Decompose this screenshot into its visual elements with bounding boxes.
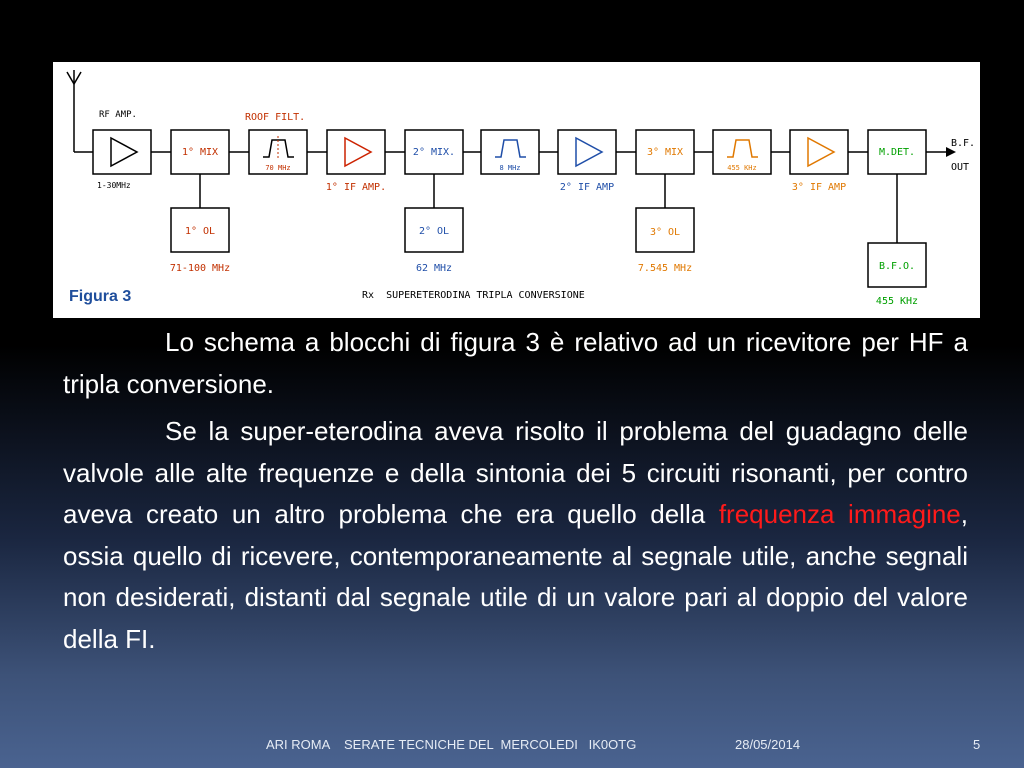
antenna-icon <box>67 70 81 152</box>
filter-8mhz-freq: 8 MHz <box>499 164 521 172</box>
if-amp1-block <box>326 130 386 193</box>
filter-8mhz-block <box>481 130 539 174</box>
ol1-freq: 71-100 MHz <box>169 263 231 274</box>
mdet-label: M.DET. <box>878 147 916 158</box>
ol3-freq: 7.545 MHz <box>637 263 693 274</box>
block-diagram <box>53 62 980 318</box>
bfo-label: B.F.O. <box>878 261 916 272</box>
if-amp2-label: 2° IF AMP <box>559 182 615 193</box>
if-amp2-block <box>558 130 616 193</box>
footer-date: 28/05/2014 <box>735 737 801 752</box>
diagram-caption: Rx SUPERETERODINA TRIPLA CONVERSIONE <box>362 290 585 301</box>
mix3-block <box>636 130 694 208</box>
paragraph-1: Lo schema a blocchi di figura 3 è relativo ad un ricevitore per HF a tripla conversione. <box>63 327 968 399</box>
mix3-label: 3° MIX <box>646 147 684 158</box>
ol1-label: 1° OL <box>184 226 216 237</box>
paragraph-2-start: Se la super-eterodina aveva risolto il problema del guadagno delle valvole alle alte frequenze e della sintonia dei 5 circuiti risonanti, per contro aveva creato un altro problema che era quello della <box>63 416 968 529</box>
ol2-freq: 62 MHz <box>415 263 453 274</box>
slide-footer <box>0 737 1024 755</box>
ol2-block <box>405 208 463 274</box>
output-label-out: OUT <box>951 162 970 173</box>
ol3-label: 3° OL <box>649 227 681 238</box>
figure-label: Figura 3 <box>69 288 132 305</box>
page-number: 5 <box>973 737 981 752</box>
roof-filter-label: ROOF FILT. <box>245 112 306 123</box>
mdet-block <box>868 130 926 243</box>
body-text <box>63 322 968 660</box>
mix2-block <box>405 130 463 208</box>
bfo-block <box>868 243 926 307</box>
ol1-block <box>170 208 230 274</box>
ol2-label: 2° OL <box>418 226 450 237</box>
roof-filter-block <box>245 112 307 174</box>
block-diagram-svg <box>53 62 980 318</box>
highlight-frequenza-immagine: frequenza immagine <box>718 499 961 529</box>
mix1-block <box>171 130 229 208</box>
ol3-block <box>636 208 694 274</box>
footer-title: ARI ROMA SERATE TECNICHE DEL MERCOLEDI IK0OTG <box>266 737 637 752</box>
paragraph-2 <box>63 411 968 660</box>
filter-455khz-block <box>713 130 771 174</box>
mix2-label: 2° MIX. <box>412 147 456 158</box>
rf-amp-range: 1-30MHz <box>97 181 131 190</box>
roof-filter-freq: 70 MHz <box>265 164 291 172</box>
if-amp1-label: 1° IF AMP. <box>325 182 387 193</box>
if-amp3-block <box>790 130 848 193</box>
output-label-bf: B.F. <box>951 138 976 149</box>
paragraph-2-end: , ossia quello di ricevere, contemporaneamente al segnale utile, anche segnali non desiderati, distanti dal segnale utile di un valore pari al doppio del valore della FI. <box>63 499 969 654</box>
bfo-freq: 455 KHz <box>875 296 919 307</box>
rf-amp-block <box>93 110 151 190</box>
filter-455khz-freq: 455 KHz <box>727 164 757 172</box>
if-amp3-label: 3° IF AMP <box>791 182 847 193</box>
rf-amp-label: RF AMP. <box>99 110 137 120</box>
mix1-label: 1° MIX <box>181 147 219 158</box>
